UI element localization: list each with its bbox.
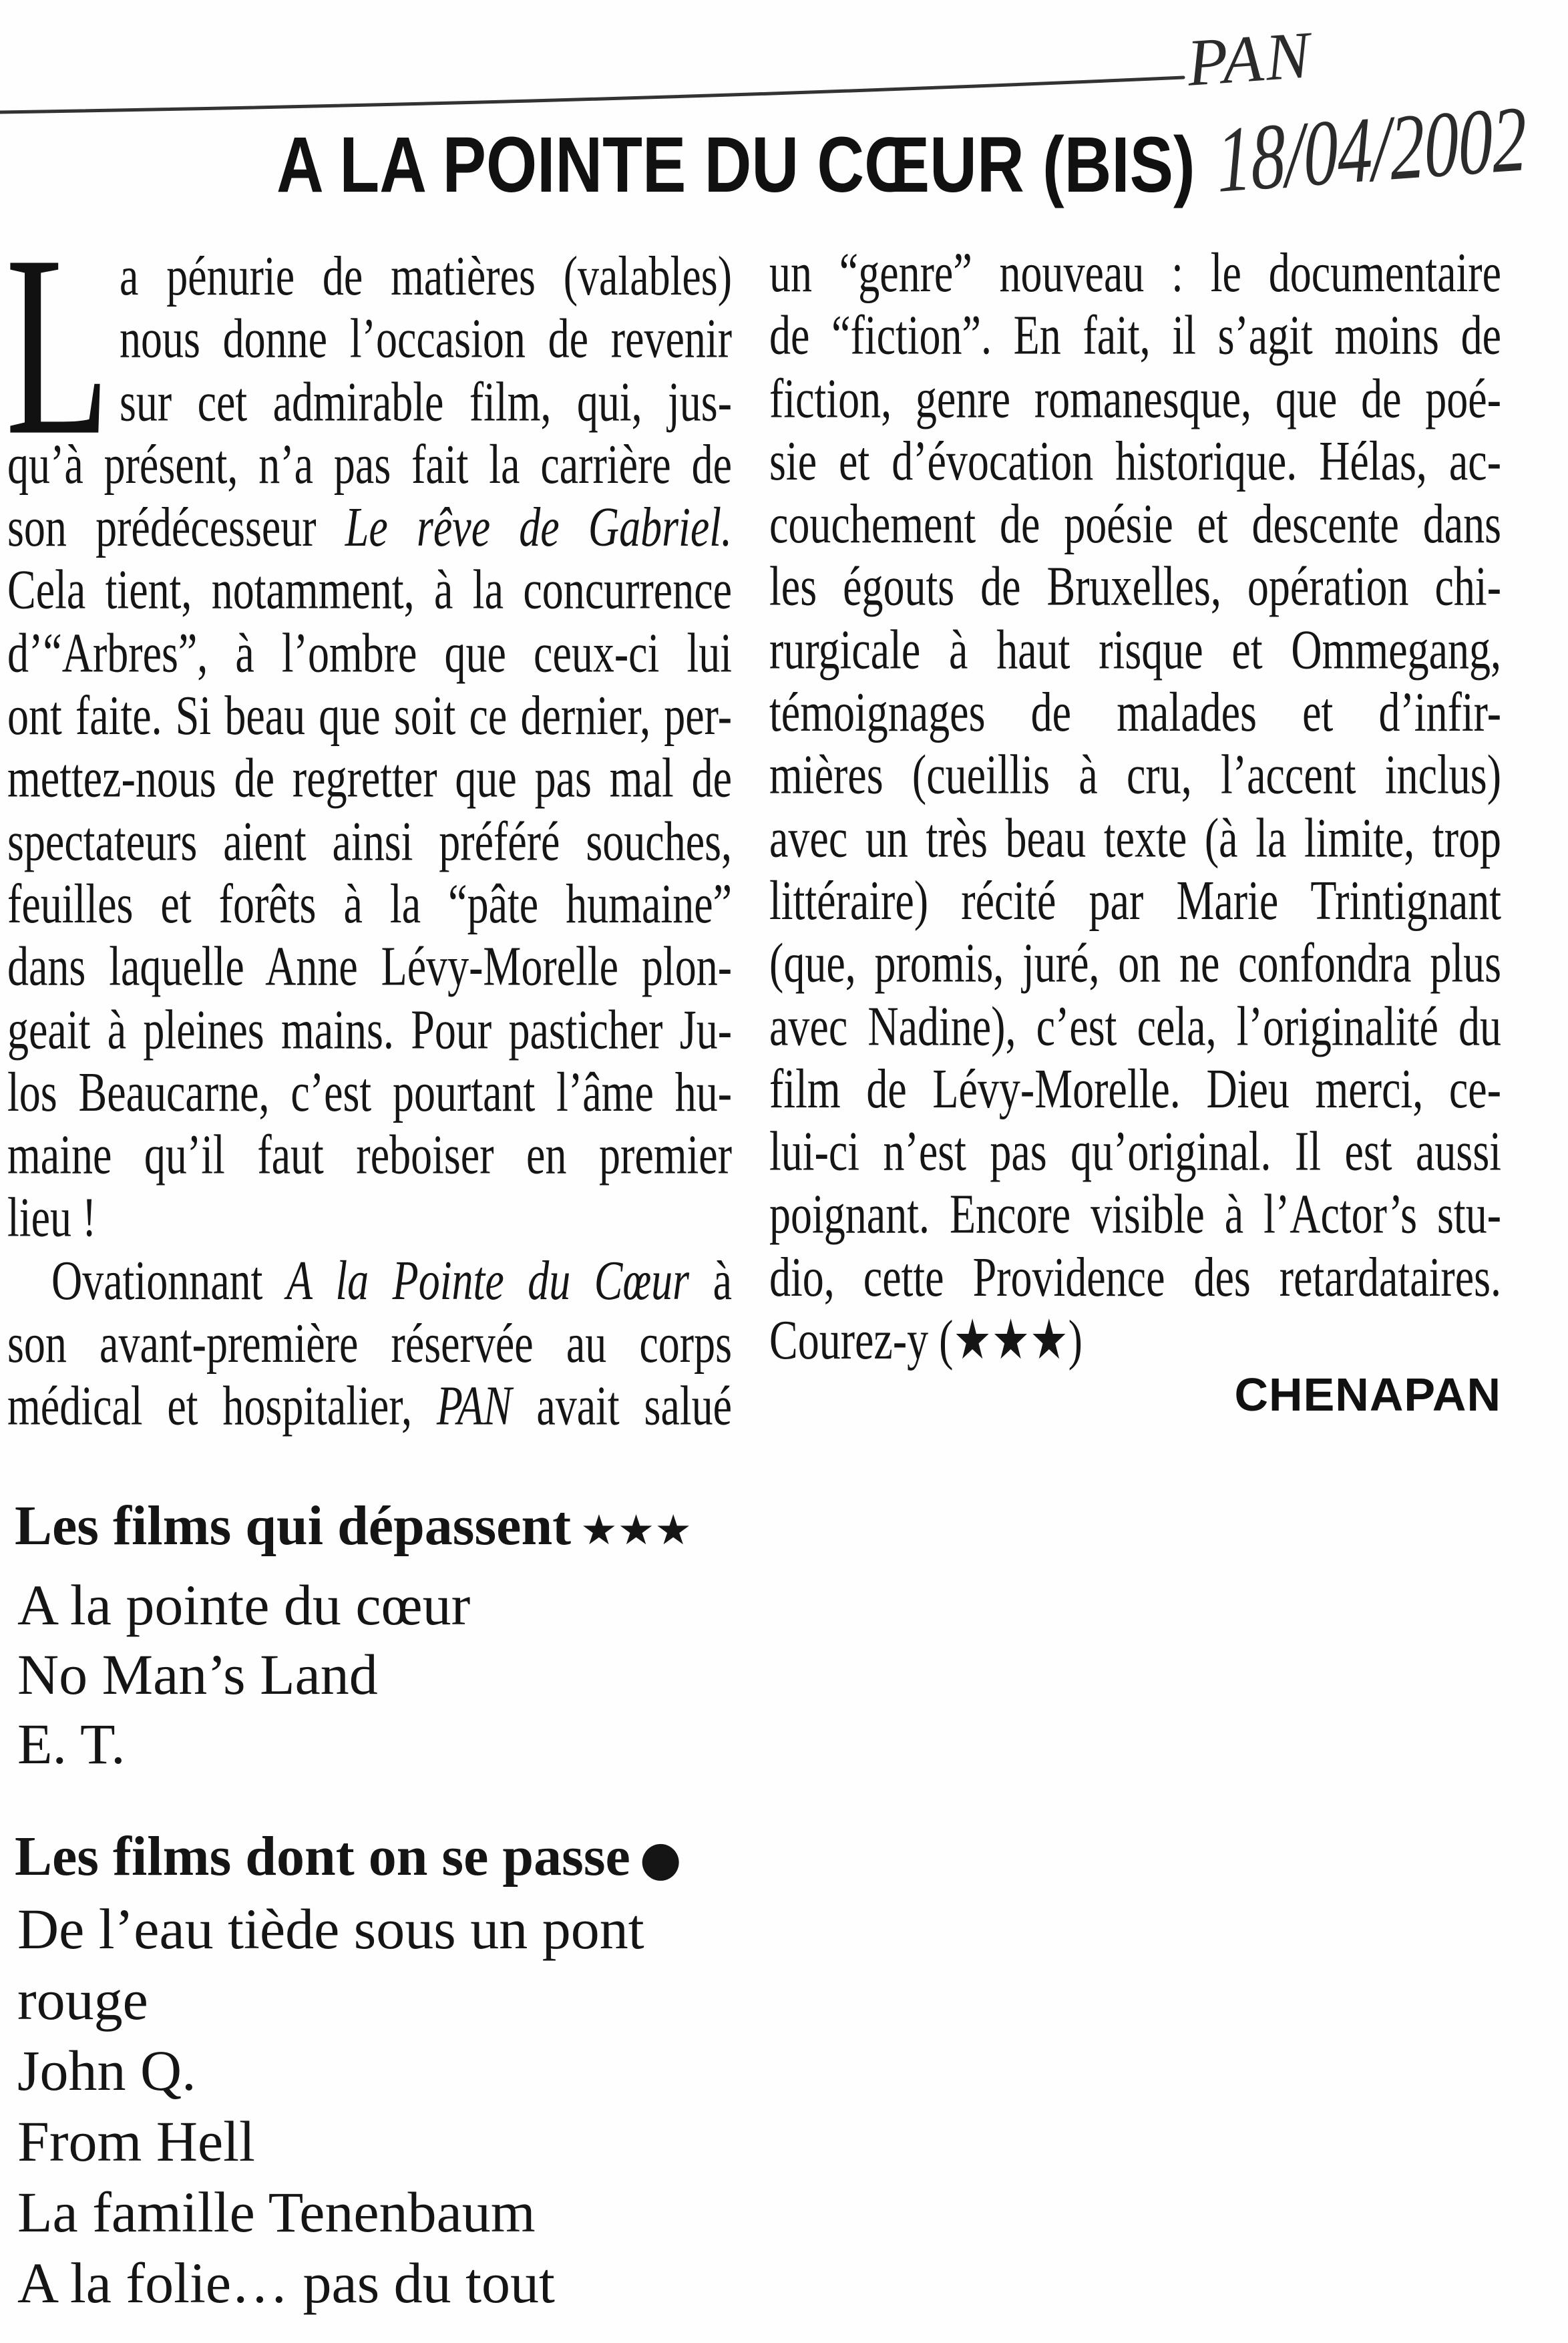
text-line: sie et d’évocation historique. Hélas, ac-	[769, 429, 1501, 492]
text-line: mières (cueillis à cru, l’accent inclus)	[769, 743, 1501, 806]
author-signature: CHENAPAN	[1234, 1369, 1501, 1421]
film-title: Le rêve de Gabriel.	[345, 496, 733, 558]
text-line: dans laquelle Anne Lévy-Morelle plon-	[7, 935, 732, 998]
text-line: ont faite. Si beau que soit ce dernier, per-	[7, 684, 732, 747]
text-line: nous donne l’occasion de revenir	[120, 307, 732, 370]
text-line: lui-ci n’est pas qu’original. Il est aussi	[769, 1120, 1501, 1183]
rating-heading-text: Les films qui dépassent	[15, 1495, 572, 1557]
handwritten-date: 18/04/2002	[1214, 87, 1529, 212]
rating-list-skip	[15, 1821, 883, 2318]
text-line: geait à pleines mains. Pour pasticher Ju-	[7, 998, 732, 1061]
rating-heading-text: Les films dont on se passe	[15, 1825, 630, 1887]
film-list-item: A la pointe du cœur	[17, 1573, 471, 1637]
handwritten-publication: PAN	[1185, 17, 1316, 100]
right-column	[769, 242, 1501, 1372]
text-line: les égouts de Bruxelles, opération chi-	[769, 555, 1501, 618]
text-line: sur cet admirable film, qui, jus-	[120, 370, 732, 433]
rating-list-heading	[15, 1821, 883, 1894]
text-line: mettez-nous de regretter que pas mal de	[7, 747, 732, 809]
text-line: fiction, genre romanesque, que de poé-	[769, 367, 1501, 429]
text-segment: Ovationnant	[51, 1249, 263, 1312]
text-line	[7, 1250, 732, 1312]
text-line: a pénurie de matières (valables)	[120, 245, 732, 307]
rating-list-heading	[15, 1491, 883, 1565]
text-line: rurgicale à haut risque et Ommegang,	[769, 618, 1501, 681]
text-line: d’“Arbres”, à l’ombre que ceux-ci lui	[7, 621, 732, 684]
text-line: los Beaucarne, c’est pourtant l’âme hu-	[7, 1061, 732, 1123]
text-line: lieu !	[7, 1186, 97, 1249]
text-line: témoignages de malades et d’infir-	[769, 681, 1501, 743]
text-line	[7, 496, 732, 559]
text-segment: médical et hospitalier,	[7, 1375, 413, 1437]
film-list-item: La famille Tenenbaum	[17, 2180, 536, 2244]
film-list-item: A la folie… pas du tout	[17, 2251, 555, 2315]
text-line: maine qu’il faut reboiser en premier	[7, 1123, 732, 1186]
text-line: spectateurs aient ainsi préféré souches,	[7, 809, 732, 872]
film-list-item: rouge	[17, 1968, 148, 2032]
text-line	[7, 1375, 732, 1438]
text-line: qu’à présent, n’a pas fait la carrière de	[7, 433, 732, 496]
film-list-item: From Hell	[17, 2109, 255, 2173]
film-list-item: E. T.	[17, 1712, 126, 1776]
text-line: littéraire) récité par Marie Trintignant	[769, 869, 1501, 932]
text-line: feuilles et forêts à la “pâte humaine”	[7, 872, 732, 935]
text-line: dio, cette Providence des retardataires.	[769, 1246, 1501, 1308]
film-list-item: No Man’s Land	[17, 1642, 378, 1706]
three-stars-icon: ★★★	[580, 1505, 692, 1554]
text-line: (que, promis, juré, on ne confondra plus	[769, 932, 1501, 995]
left-column	[7, 245, 732, 1438]
black-dot-icon: ●	[639, 1830, 682, 1886]
text-line: un “genre” nouveau : le documentaire	[769, 242, 1501, 304]
text-line: avec un très beau texte (à la limite, trop	[769, 806, 1501, 869]
film-list-item: John Q.	[17, 2038, 196, 2103]
text-segment: à	[713, 1249, 733, 1312]
text-line: de “fiction”. En fait, il s’agit moins de	[769, 304, 1501, 367]
text-line: Cela tient, notamment, à la concurrence	[7, 558, 732, 621]
text-segment: son prédécesseur	[7, 496, 317, 558]
article-title: A LA POINTE DU CŒUR (BIS)	[276, 120, 1195, 208]
film-title: A la Pointe du Cœur	[286, 1249, 690, 1312]
text-line: avec Nadine), c’est cela, l’originalité du	[769, 995, 1501, 1057]
text-segment: avait salué	[536, 1375, 733, 1437]
newspaper-name: PAN	[436, 1375, 512, 1437]
text-line: couchement de poésie et descente dans	[769, 492, 1501, 555]
text-line: son avant-première réservée au corps	[7, 1312, 732, 1375]
film-list-item: De l’eau tiède sous un pont	[17, 1897, 644, 1961]
text-line: film de Lévy-Morelle. Dieu merci, ce-	[769, 1057, 1501, 1120]
text-line: Courez-y (★★★)	[769, 1308, 1083, 1371]
text-line: poignant. Encore visible à l’Actor’s stu-	[769, 1183, 1501, 1246]
rating-list-recommended	[15, 1491, 883, 1779]
drop-cap: L	[5, 201, 110, 490]
